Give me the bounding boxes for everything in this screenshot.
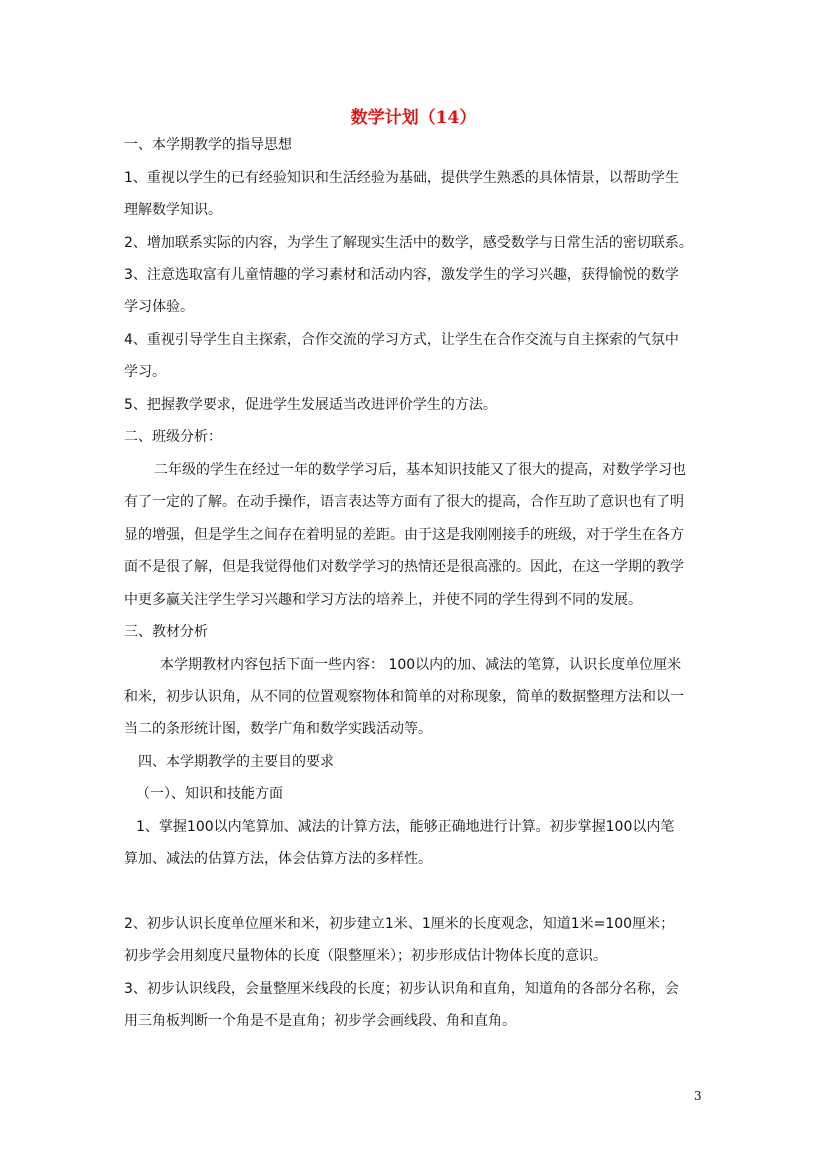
paragraph-line: 用三角板判断一个角是不是直角；初步学会画线段、角和直角。 <box>124 1013 516 1029</box>
paragraph-line: 2、初步认识长度单位厘米和米，初步建立1米、1厘米的长度观念，知道1米=100厘米； <box>124 916 675 932</box>
paragraph-line: 2、增加联系实际的内容，为学生了解现实生活中的数学，感受数学与日常生活的密切联系。 <box>124 235 693 251</box>
paragraph-line: 学习体验。 <box>124 299 194 315</box>
paragraph-line: 1、掌握100以内笔算加、减法的计算方法，能够正确地进行计算。初步掌握100以内笔 <box>136 819 675 835</box>
paragraph-line: 3、注意选取富有儿童情趣的学习素材和活动内容，激发学生的学习兴趣，获得愉悦的数学 <box>124 267 679 283</box>
paragraph-line: 1、重视以学生的已有经验知识和生活经验为基础，提供学生熟悉的具体情景，以帮助学生 <box>124 170 679 186</box>
paragraph-line: 和米，初步认识角，从不同的位置观察物体和简单的对称现象，简单的数据整理方法和以一 <box>124 689 684 705</box>
section-heading-2: 二、班级分析： <box>124 429 222 445</box>
section-heading-3: 三、教材分析 <box>124 624 208 640</box>
paragraph-line: 学习。 <box>124 364 166 380</box>
section-heading-1: 一、本学期教学的指导思想 <box>124 137 292 153</box>
document-title: 数学计划（14） <box>350 108 477 128</box>
paragraph-line: 显的增强，但是学生之间存在着明显的差距。由于这是我刚刚接手的班级，对于学生在各方 <box>124 527 684 543</box>
paragraph-line: 算加、减法的估算方法，体会估算方法的多样性。 <box>124 851 432 867</box>
paragraph-line: 3、初步认识线段，会量整厘米线段的长度；初步认识角和直角，知道角的各部分名称，会 <box>124 981 679 997</box>
paragraph-line: 当二的条形统计图，数学广角和数学实践活动等。 <box>124 721 432 737</box>
paragraph-line: 理解数学知识。 <box>124 202 222 218</box>
paragraph-line: 初步学会用刻度尺量物体的长度（限整厘米）；初步形成估计物体长度的意识。 <box>124 948 607 964</box>
paragraph-line: 有了一定的了解。在动手操作，语言表达等方面有了很大的提高，合作互助了意识也有了明 <box>124 494 684 510</box>
section-heading-4: 四、本学期教学的主要目的要求 <box>138 754 334 770</box>
paragraph-line: 5、把握教学要求，促进学生发展适当改进评价学生的方法。 <box>124 397 497 413</box>
paragraph-line: 4、重视引导学生自主探索，合作交流的学习方式，让学生在合作交流与自主探索的气氛中 <box>124 332 679 348</box>
page-number: 3 <box>694 1089 702 1103</box>
paragraph-line: 二年级的学生在经过一年的数学学习后，基本知识技能又了很大的提高，对数学学习也 <box>154 462 686 478</box>
paragraph-line: 中更多赢关注学生学习兴趣和学习方法的培养上，并使不同的学生得到不同的发展。 <box>124 592 642 608</box>
subsection-heading: （一）、知识和技能方面 <box>136 786 283 802</box>
paragraph-line: 本学期教材内容包括下面一些内容： 100以内的加、减法的笔算，认识长度单位厘米 <box>160 657 682 673</box>
paragraph-line: 面不是很了解，但是我觉得他们对数学学习的热情还是很高涨的。因此，在这一学期的教学 <box>124 559 684 575</box>
